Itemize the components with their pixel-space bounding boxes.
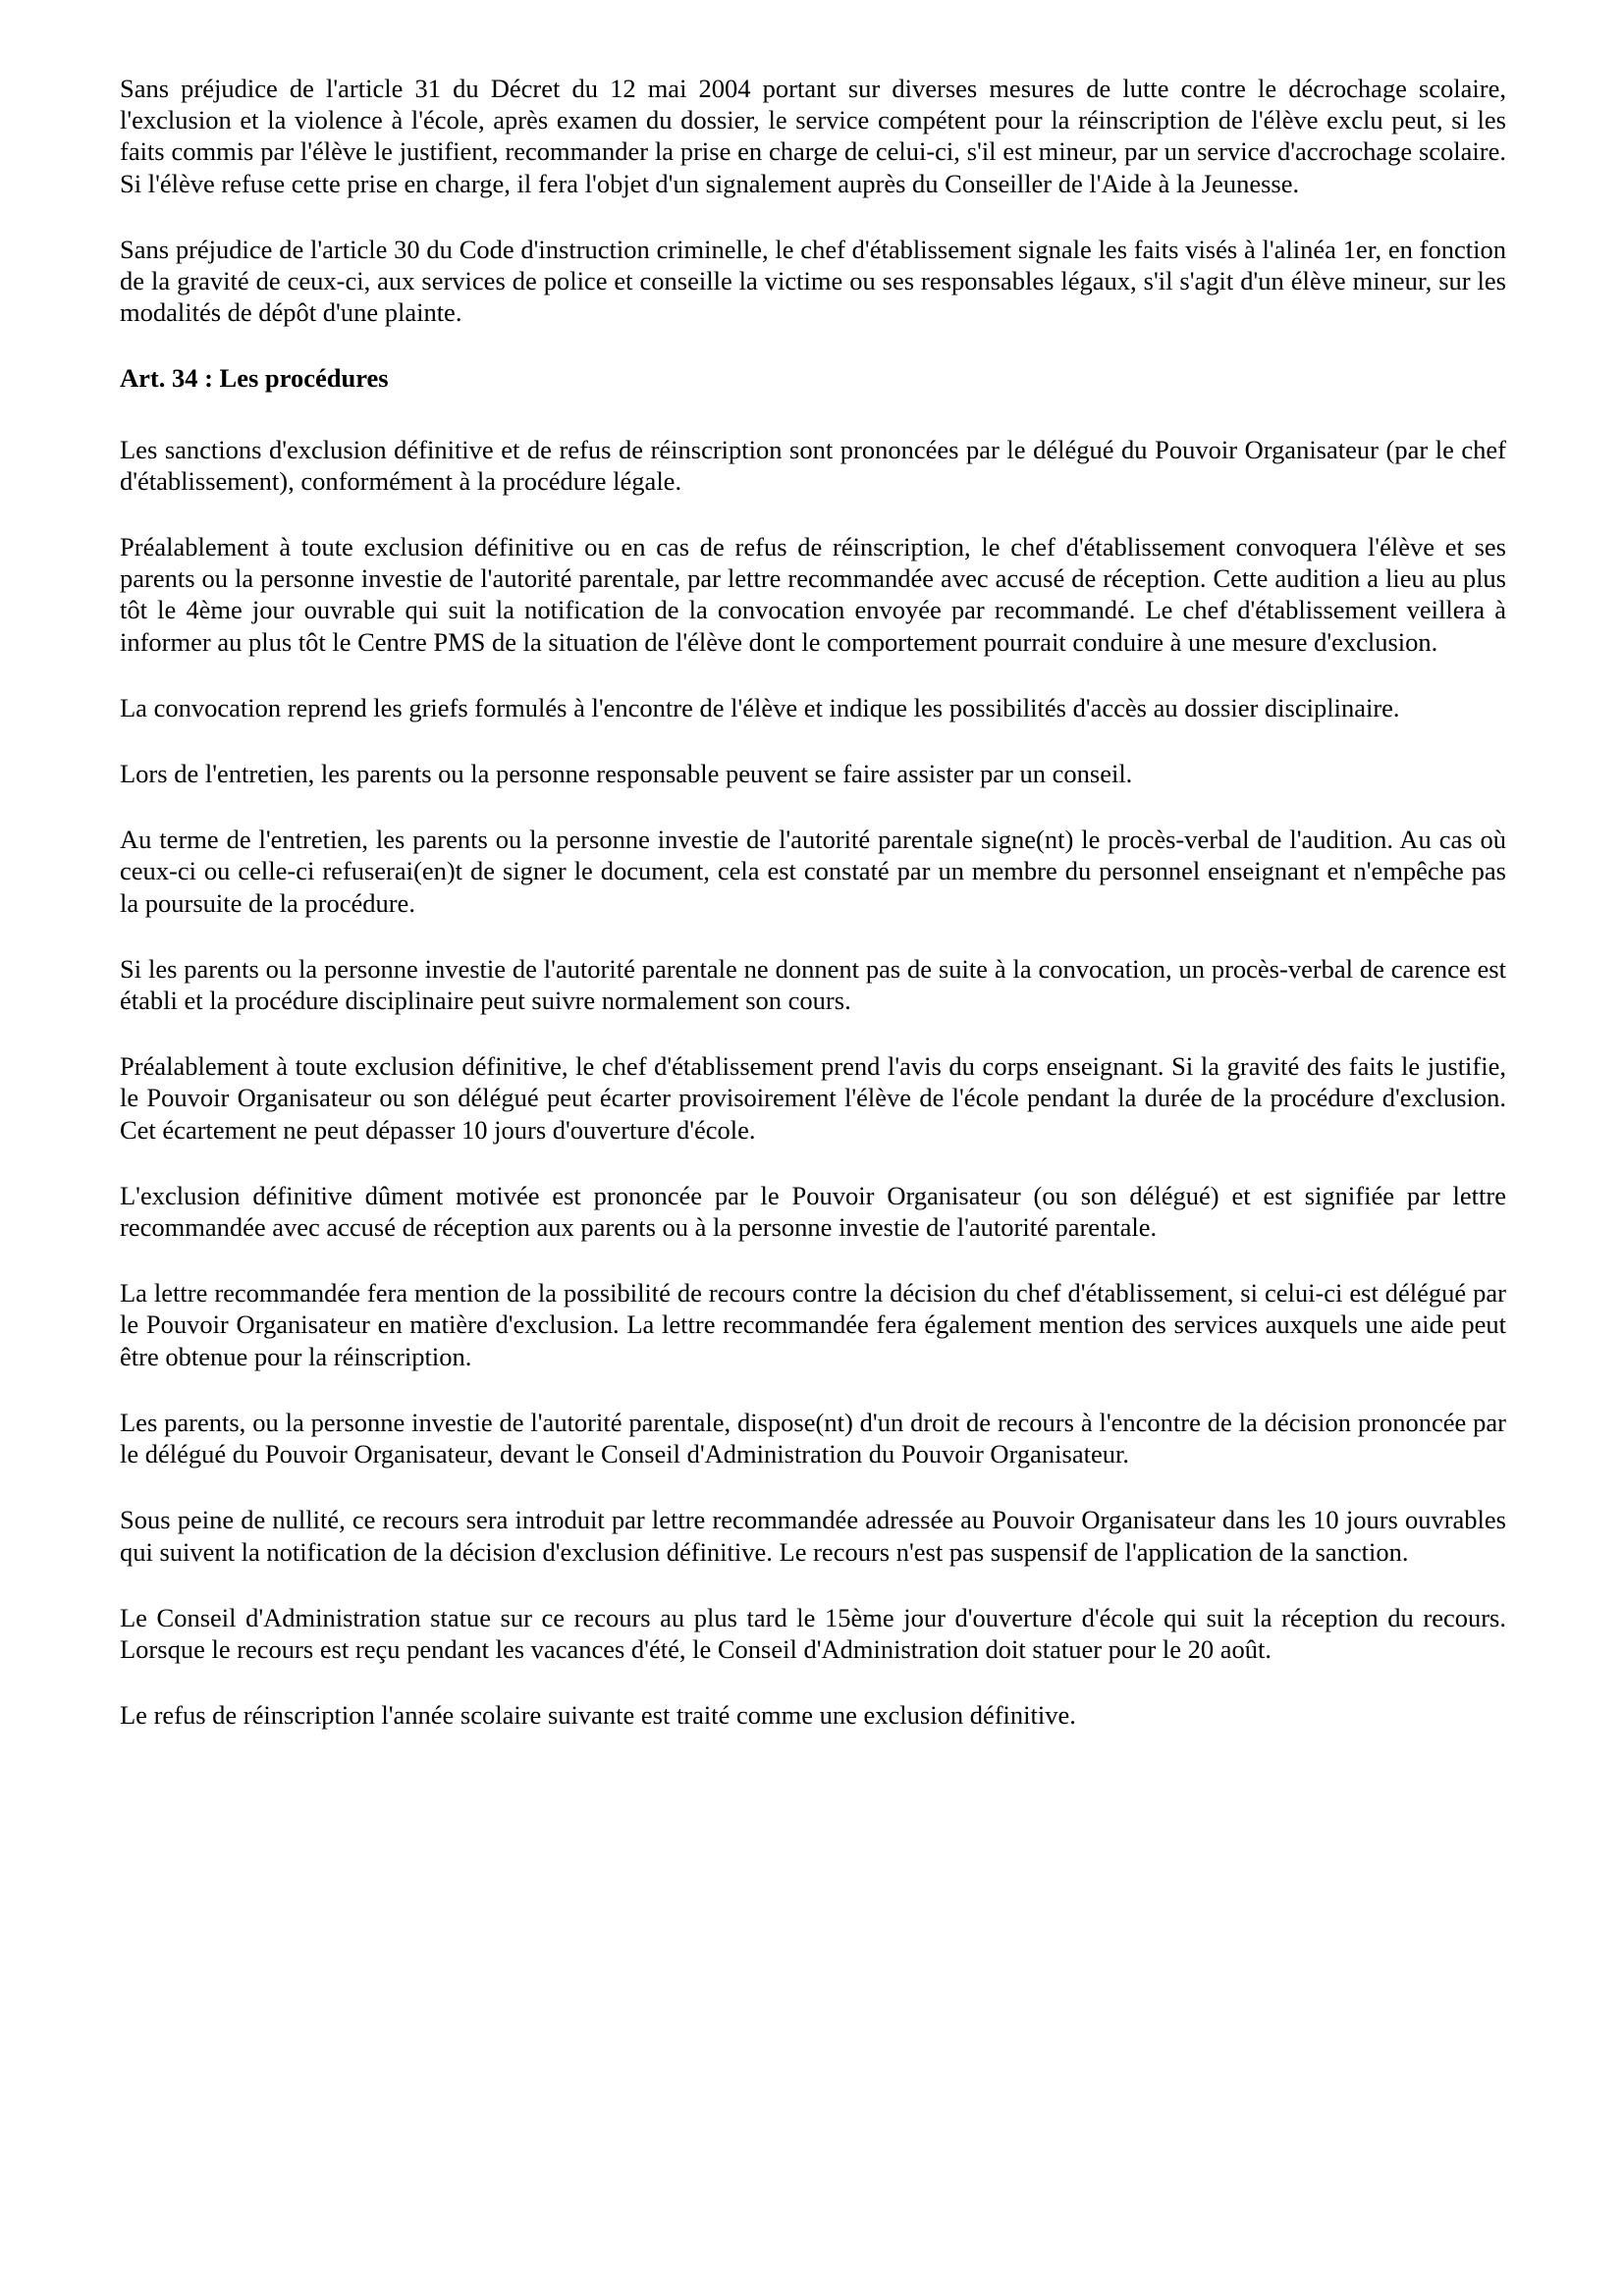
section-heading-art-34: Art. 34 : Les procédures xyxy=(120,363,389,394)
paragraph-statut-conseil: Le Conseil d'Administration statue sur ce recours au plus tard le 15ème jour d'ouverture d'école qui suit la réception du recours. Lorsque le recours est reçu pendant les vacances d'été, le Conseil d'Administration doit statuer pour le 20 août. xyxy=(120,1602,1506,1664)
paragraph-droit-recours: Les parents, ou la personne investie de l'autorité parentale, dispose(nt) d'un droit de recours à l'encontre de la décision prononcée par le délégué du Pouvoir Organisateur, devant le Conseil d'Administration du Pouvoir Organisateur. xyxy=(120,1407,1506,1469)
paragraph-convocation-prealable: Préalablement à toute exclusion définitive ou en cas de refus de réinscription, le chef d'établissement convoquera l'élève et ses parents ou la personne investie de l'autorité parentale, par lettre recommandée avec accusé de réception. Cette audition a lieu au plus tôt le 4ème jour ouvrable qui suit la notification de la convocation envoyée par recommandé. Le chef d'établissement veillera à informer au plus tôt le Centre PMS de la situation de l'élève dont le comportement pourrait conduire à une mesure d'exclusion. xyxy=(120,532,1506,657)
paragraph-avis-corps-enseignant: Préalablement à toute exclusion définitive, le chef d'établissement prend l'avis du corps enseignant. Si la gravité des faits le justifie, le Pouvoir Organisateur ou son délégué peut écarter provisoirement l'élève de l'école pendant la durée de la procédure d'exclusion. Cet écartement ne peut dépasser 10 jours d'ouverture d'école. xyxy=(120,1051,1506,1145)
paragraph-proces-verbal-audition: Au terme de l'entretien, les parents ou la personne investie de l'autorité parentale signe(nt) le procès-verbal de l'audition. Au cas où ceux-ci ou celle-ci refuserai(en)t de signer le document, cela est constaté par un membre du personnel enseignant et n'empêche pas la poursuite de la procédure. xyxy=(120,825,1506,918)
paragraph-sanctions: Les sanctions d'exclusion définitive et de refus de réinscription sont prononcées par le délégué du Pouvoir Organisateur (par le chef d'établissement), conformément à la procédure légale. xyxy=(120,434,1506,496)
paragraph-signalement-aide-jeunesse: Sans préjudice de l'article 31 du Décret du 12 mai 2004 portant sur diverses mesures de lutte contre le décrochage scolaire, l'exclusion et la violence à l'école, après examen du dossier, le service compétent pour la réinscription de l'élève exclu peut, si les faits commis par l'élève le justifient, recommander la prise en charge de celui-ci, s'il est mineur, par un service d'accrochage scolaire. Si l'élève refuse cette prise en charge, il fera l'objet d'un signalement auprès du Conseiller de l'Aide à la Jeunesse. xyxy=(120,74,1506,198)
paragraph-exclusion-motivee: L'exclusion définitive dûment motivée est prononcée par le Pouvoir Organisateur (ou son délégué) et est signifiée par lettre recommandée avec accusé de réception aux parents ou à la personne investie de l'autorité parentale. xyxy=(120,1180,1506,1243)
paragraph-refus-reinscription: Le refus de réinscription l'année scolaire suivante est traité comme une exclusion définitive. xyxy=(120,1700,1076,1731)
document-page xyxy=(120,73,1506,1765)
paragraph-signalement-police: Sans préjudice de l'article 30 du Code d'instruction criminelle, le chef d'établissement signale les faits visés à l'alinéa 1er, en fonction de la gravité de ceux-ci, aux services de police et conseille la victime ou ses responsables légaux, s'il s'agit d'un élève mineur, sur les modalités de dépôt d'une plainte. xyxy=(120,234,1506,328)
paragraph-assistance-conseil: Lors de l'entretien, les parents ou la personne responsable peuvent se faire assister par un conseil. xyxy=(120,759,1133,789)
paragraph-proces-verbal-carence: Si les parents ou la personne investie de l'autorité parentale ne donnent pas de suite à la convocation, un procès-verbal de carence est établi et la procédure disciplinaire peut suivre normalement son cours. xyxy=(120,953,1506,1016)
paragraph-mention-recours: La lettre recommandée fera mention de la possibilité de recours contre la décision du chef d'établissement, si celui-ci est délégué par le Pouvoir Organisateur en matière d'exclusion. La lettre recommandée fera également mention des services auxquels une aide peut être obtenue pour la réinscription. xyxy=(120,1278,1506,1371)
paragraph-delai-recours: Sous peine de nullité, ce recours sera introduit par lettre recommandée adressée au Pouvoir Organisateur dans les 10 jours ouvrables qui suivent la notification de la décision d'exclusion définitive. Le recours n'est pas suspensif de l'application de la sanction. xyxy=(120,1505,1506,1567)
paragraph-griefs: La convocation reprend les griefs formulés à l'encontre de l'élève et indique les possibilités d'accès au dossier disciplinaire. xyxy=(120,692,1400,722)
